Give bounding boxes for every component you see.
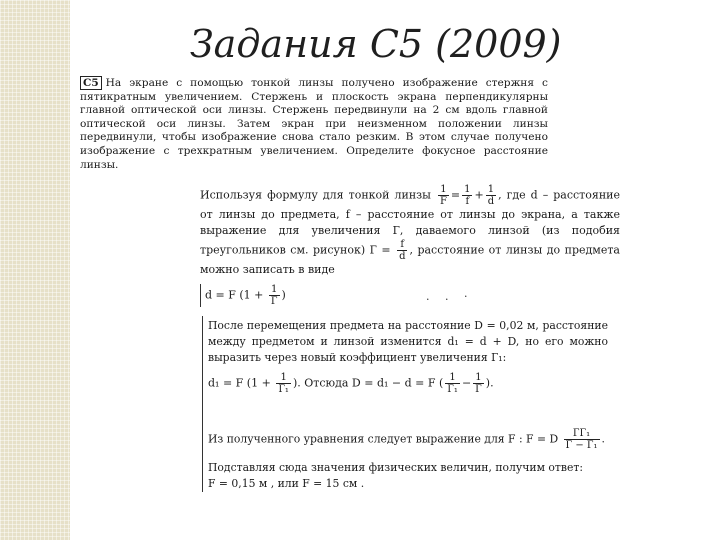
frac-num: 1 xyxy=(486,184,496,196)
solution-paragraph-1 xyxy=(200,184,620,278)
d1-mid-text: . Отсюда D = d₁ − d = F xyxy=(297,376,436,390)
problem-badge: С5 xyxy=(80,76,102,90)
frac-num: 1 xyxy=(464,184,471,195)
period: . xyxy=(601,432,605,446)
equals-sign: = xyxy=(450,188,461,202)
diff-fraction-b xyxy=(473,372,484,395)
frac-den: Г xyxy=(475,384,482,395)
gamma-fraction xyxy=(397,239,407,262)
frac-den: Г xyxy=(270,296,278,307)
d-formula-fraction xyxy=(269,284,280,307)
solution-divider-line xyxy=(202,316,203,492)
answer-value: F = 0,15 м , или F = 15 см . xyxy=(208,477,365,490)
answer-intro: Подставляя сюда значения физических величин, получим ответ: xyxy=(208,461,583,474)
frac-num: 1 xyxy=(438,184,449,196)
solution-paragraph-2: После перемещения предмета на расстояние D = 0,02 м, расстояние между предметом и линзой изменится d₁ = d + D, но его можно выразить через новый коэффициент увеличения Г₁: xyxy=(208,319,608,364)
solution-part-4 xyxy=(208,460,608,492)
solution-part-1 xyxy=(200,184,620,307)
frac-den: d xyxy=(399,251,406,262)
gamma-lhs: Г = xyxy=(369,243,391,257)
frac-den: Г₁ xyxy=(278,384,289,395)
frac-num: f xyxy=(397,239,407,251)
frac-num: 1 xyxy=(276,372,291,384)
d1-lhs: d₁ = F xyxy=(208,376,244,390)
frac-num: 1 xyxy=(445,372,460,384)
frac-den: F xyxy=(439,196,447,207)
paren-open: (1 + xyxy=(239,288,264,302)
F-fraction xyxy=(564,428,600,451)
paren-close: ). xyxy=(485,376,494,390)
frac-num: 1 xyxy=(473,372,484,384)
solution-paragraph-3 xyxy=(208,428,608,451)
slide-title: Задания С5 (2009) xyxy=(190,22,562,66)
problem-statement xyxy=(80,76,548,172)
lens-desc-text: , где d – расстояние от линзы до предмета, f – расстояние от линзы до экрана, а также выражение для увеличения Г, даваемого линзой (из подобия треугольников см. рисунок) xyxy=(200,188,621,257)
paren-open: (1 + xyxy=(246,376,271,390)
frac-den: Г₁ xyxy=(447,384,458,395)
d1-fraction xyxy=(276,372,291,395)
problem-text: На экране с помощью тонкой линзы получено изображение стержня с пятикратным увеличением. Стержень и плоскость экрана перпендикулярны главной оптической оси линзы. Стержень передвинули на 2 см вдоль главной оптической оси линзы. Затем экран при неизменном положении линзы передвинули, чтобы изображение снова стало резким. В этом случае получено изображение с трехкратным увеличением. Определите фокусное расстояние линзы. xyxy=(80,77,548,171)
paren-open: ( xyxy=(439,376,444,390)
stray-dots: . . · xyxy=(426,290,474,303)
lens-intro-text: Используя формулу для тонкой линзы xyxy=(200,188,431,202)
frac-num: 1 xyxy=(269,284,280,296)
gamma-desc-text: , расстояние от линзы до предмета можно записать в виде xyxy=(200,243,620,276)
paren-close: ) xyxy=(281,288,286,302)
frac-den: f xyxy=(465,196,470,207)
frac-den: Г − Г₁ xyxy=(565,440,598,451)
F-expr-text: Из полученного уравнения следует выражение для F : F = D xyxy=(208,432,559,446)
decorative-side-strip xyxy=(0,0,70,540)
minus-sign: − xyxy=(461,376,472,390)
frac-den: d xyxy=(487,196,495,207)
d1-formula xyxy=(208,372,608,395)
diff-fraction-a xyxy=(445,372,460,395)
solution-part-3 xyxy=(208,428,608,451)
plus-sign: + xyxy=(474,188,484,202)
paren-close: ) xyxy=(292,376,298,390)
frac-num: ГГ₁ xyxy=(564,428,600,440)
lens-fraction-d xyxy=(486,184,496,207)
d-formula-lhs: d = F xyxy=(205,288,236,302)
solution-part-2 xyxy=(208,318,608,395)
lens-fraction-F xyxy=(438,184,449,207)
lens-fraction-f xyxy=(462,184,472,207)
